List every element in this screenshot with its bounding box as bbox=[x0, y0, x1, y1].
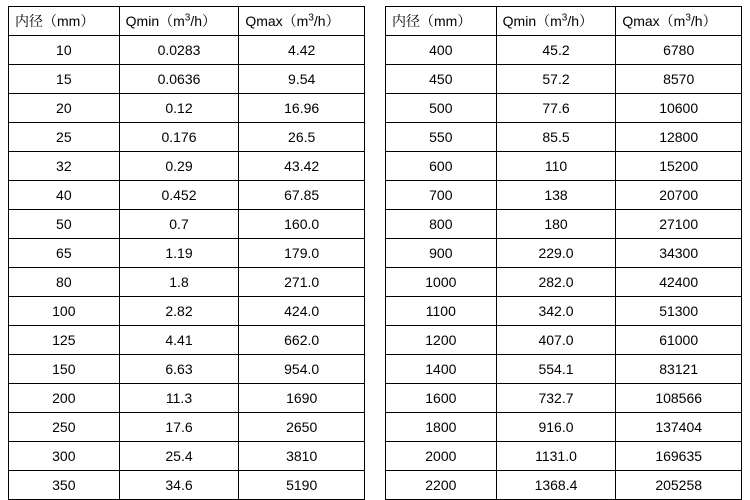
cell-inner-diameter: 2000 bbox=[386, 442, 497, 471]
left-table-header bbox=[9, 7, 365, 36]
cell-qmax: 10600 bbox=[616, 94, 742, 123]
cell-inner-diameter: 300 bbox=[9, 442, 120, 471]
cell-inner-diameter: 450 bbox=[386, 65, 497, 94]
cell-inner-diameter: 50 bbox=[9, 210, 120, 239]
right-flow-table bbox=[385, 6, 742, 500]
cell-inner-diameter: 15 bbox=[9, 65, 120, 94]
cell-qmin: 85.5 bbox=[496, 123, 616, 152]
cell-inner-diameter: 550 bbox=[386, 123, 497, 152]
qmax-exponent: 3 bbox=[685, 12, 691, 24]
table-row bbox=[9, 268, 365, 297]
cell-qmax: 205258 bbox=[616, 471, 742, 500]
table-row bbox=[386, 210, 742, 239]
table-row bbox=[9, 210, 365, 239]
cell-qmax: 424.0 bbox=[239, 297, 365, 326]
table-row bbox=[386, 297, 742, 326]
cell-qmin: 25.4 bbox=[119, 442, 239, 471]
cell-qmax: 179.0 bbox=[239, 239, 365, 268]
qmin-exponent: 3 bbox=[561, 12, 568, 24]
table-row bbox=[386, 268, 742, 297]
table-row bbox=[9, 181, 365, 210]
cell-inner-diameter: 1000 bbox=[386, 268, 497, 297]
table-row bbox=[386, 36, 742, 65]
table-row bbox=[386, 152, 742, 181]
cell-qmin: 554.1 bbox=[496, 355, 616, 384]
qmax-suffix-text: /h） bbox=[313, 13, 340, 29]
cell-inner-diameter: 1200 bbox=[386, 326, 497, 355]
cell-qmin: 77.6 bbox=[496, 94, 616, 123]
cell-inner-diameter: 350 bbox=[9, 471, 120, 500]
cell-qmin: 342.0 bbox=[496, 297, 616, 326]
cell-qmax: 43.42 bbox=[239, 152, 365, 181]
table-header-row bbox=[9, 7, 365, 36]
cell-qmax: 662.0 bbox=[239, 326, 365, 355]
cell-qmin: 1368.4 bbox=[496, 471, 616, 500]
table-header-row bbox=[386, 7, 742, 36]
cell-inner-diameter: 800 bbox=[386, 210, 497, 239]
cell-qmax: 42400 bbox=[616, 268, 742, 297]
table-row bbox=[9, 384, 365, 413]
cell-inner-diameter: 125 bbox=[9, 326, 120, 355]
table-row bbox=[9, 152, 365, 181]
cell-inner-diameter: 10 bbox=[9, 36, 120, 65]
cell-inner-diameter: 400 bbox=[386, 36, 497, 65]
cell-inner-diameter: 2200 bbox=[386, 471, 497, 500]
cell-qmin: 407.0 bbox=[496, 326, 616, 355]
table-row bbox=[9, 65, 365, 94]
cell-qmax: 9.54 bbox=[239, 65, 365, 94]
cell-inner-diameter: 25 bbox=[9, 123, 120, 152]
cell-inner-diameter: 900 bbox=[386, 239, 497, 268]
table-row bbox=[9, 36, 365, 65]
cell-qmax: 6780 bbox=[616, 36, 742, 65]
cell-qmax: 160.0 bbox=[239, 210, 365, 239]
cell-qmax: 3810 bbox=[239, 442, 365, 471]
table-row bbox=[9, 413, 365, 442]
table-row bbox=[386, 355, 742, 384]
table-row bbox=[9, 239, 365, 268]
cell-inner-diameter: 65 bbox=[9, 239, 120, 268]
cell-qmin: 4.41 bbox=[119, 326, 239, 355]
table-row bbox=[386, 413, 742, 442]
cell-qmin: 11.3 bbox=[119, 384, 239, 413]
cell-qmin: 0.0283 bbox=[119, 36, 239, 65]
cell-qmax: 8570 bbox=[616, 65, 742, 94]
table-row bbox=[9, 471, 365, 500]
table-row bbox=[386, 384, 742, 413]
cell-inner-diameter: 20 bbox=[9, 94, 120, 123]
table-row bbox=[386, 442, 742, 471]
cell-qmax: 34300 bbox=[616, 239, 742, 268]
cell-qmin: 282.0 bbox=[496, 268, 616, 297]
cell-qmax: 137404 bbox=[616, 413, 742, 442]
cell-qmax: 16.96 bbox=[239, 94, 365, 123]
cell-qmin: 110 bbox=[496, 152, 616, 181]
cell-inner-diameter: 32 bbox=[9, 152, 120, 181]
right-table-body bbox=[386, 36, 742, 500]
table-row bbox=[9, 94, 365, 123]
right-table-header bbox=[386, 7, 742, 36]
cell-inner-diameter: 1100 bbox=[386, 297, 497, 326]
column-header-qmax bbox=[616, 7, 742, 36]
table-row bbox=[386, 181, 742, 210]
cell-qmax: 12800 bbox=[616, 123, 742, 152]
cell-qmin: 1.19 bbox=[119, 239, 239, 268]
qmax-prefix-text: Qmax（m bbox=[622, 13, 686, 29]
cell-qmax: 2650 bbox=[239, 413, 365, 442]
cell-qmin: 6.63 bbox=[119, 355, 239, 384]
table-row bbox=[386, 65, 742, 94]
cell-qmin: 138 bbox=[496, 181, 616, 210]
qmax-exponent: 3 bbox=[308, 12, 314, 24]
cell-qmin: 0.452 bbox=[119, 181, 239, 210]
cell-qmin: 0.29 bbox=[119, 152, 239, 181]
table-row bbox=[9, 355, 365, 384]
cell-qmin: 17.6 bbox=[119, 413, 239, 442]
table-row bbox=[9, 297, 365, 326]
column-header-inner-diameter: 内径（mm） bbox=[386, 7, 497, 36]
cell-qmax: 108566 bbox=[616, 384, 742, 413]
cell-qmin: 229.0 bbox=[496, 239, 616, 268]
cell-qmax: 61000 bbox=[616, 326, 742, 355]
cell-qmax: 67.85 bbox=[239, 181, 365, 210]
cell-qmax: 271.0 bbox=[239, 268, 365, 297]
qmin-suffix-text: /h） bbox=[567, 13, 594, 29]
cell-qmax: 15200 bbox=[616, 152, 742, 181]
cell-inner-diameter: 40 bbox=[9, 181, 120, 210]
cell-qmax: 1690 bbox=[239, 384, 365, 413]
cell-qmin: 180 bbox=[496, 210, 616, 239]
cell-qmin: 1.8 bbox=[119, 268, 239, 297]
cell-qmin: 57.2 bbox=[496, 65, 616, 94]
column-header-qmin bbox=[496, 7, 616, 36]
cell-inner-diameter: 250 bbox=[9, 413, 120, 442]
cell-qmin: 732.7 bbox=[496, 384, 616, 413]
cell-inner-diameter: 100 bbox=[9, 297, 120, 326]
cell-qmax: 4.42 bbox=[239, 36, 365, 65]
qmin-suffix-text: /h） bbox=[190, 13, 217, 29]
cell-inner-diameter: 1800 bbox=[386, 413, 497, 442]
table-row bbox=[9, 326, 365, 355]
cell-inner-diameter: 200 bbox=[9, 384, 120, 413]
cell-qmin: 0.12 bbox=[119, 94, 239, 123]
qmin-exponent: 3 bbox=[184, 12, 191, 24]
table-row bbox=[9, 123, 365, 152]
cell-qmin: 1131.0 bbox=[496, 442, 616, 471]
cell-qmin: 0.176 bbox=[119, 123, 239, 152]
table-row bbox=[386, 326, 742, 355]
table-row bbox=[386, 123, 742, 152]
cell-inner-diameter: 1400 bbox=[386, 355, 497, 384]
table-row bbox=[386, 471, 742, 500]
left-flow-table bbox=[8, 6, 365, 500]
cell-qmax: 954.0 bbox=[239, 355, 365, 384]
cell-qmin: 45.2 bbox=[496, 36, 616, 65]
cell-qmax: 83121 bbox=[616, 355, 742, 384]
cell-qmax: 169635 bbox=[616, 442, 742, 471]
cell-qmax: 5190 bbox=[239, 471, 365, 500]
cell-inner-diameter: 600 bbox=[386, 152, 497, 181]
cell-qmax: 51300 bbox=[616, 297, 742, 326]
cell-qmin: 34.6 bbox=[119, 471, 239, 500]
qmax-suffix-text: /h） bbox=[690, 13, 717, 29]
cell-inner-diameter: 150 bbox=[9, 355, 120, 384]
cell-inner-diameter: 500 bbox=[386, 94, 497, 123]
cell-qmin: 2.82 bbox=[119, 297, 239, 326]
cell-qmax: 20700 bbox=[616, 181, 742, 210]
cell-qmin: 0.7 bbox=[119, 210, 239, 239]
cell-qmax: 27100 bbox=[616, 210, 742, 239]
column-header-inner-diameter: 内径（mm） bbox=[9, 7, 120, 36]
column-header-qmin bbox=[119, 7, 239, 36]
table-row bbox=[9, 442, 365, 471]
column-header-qmax bbox=[239, 7, 365, 36]
cell-qmin: 916.0 bbox=[496, 413, 616, 442]
cell-qmax: 26.5 bbox=[239, 123, 365, 152]
cell-inner-diameter: 1600 bbox=[386, 384, 497, 413]
qmin-prefix-text: Qmin（m bbox=[502, 13, 562, 29]
table-row bbox=[386, 94, 742, 123]
qmax-prefix-text: Qmax（m bbox=[245, 13, 309, 29]
cell-inner-diameter: 80 bbox=[9, 268, 120, 297]
cell-inner-diameter: 700 bbox=[386, 181, 497, 210]
cell-qmin: 0.0636 bbox=[119, 65, 239, 94]
table-row bbox=[386, 239, 742, 268]
qmin-prefix-text: Qmin（m bbox=[125, 13, 185, 29]
left-table-body bbox=[9, 36, 365, 500]
